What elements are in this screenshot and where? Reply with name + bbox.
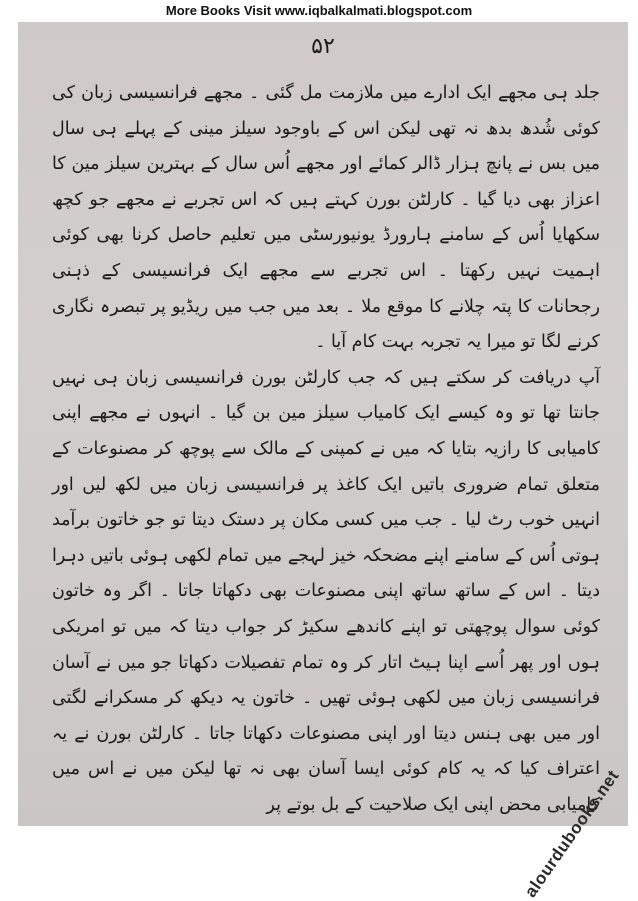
page-body-text [52,76,600,823]
scanned-book-page [18,22,628,901]
paragraph: جلد ہی مجھے ایک ادارے میں ملازمت مل گئی ۔ مجھے فرانسیسی زبان کی کوئی شُدھ بدھ نہ تھی لیکن اس کے باوجود سیلز مینی کے پہلے ہی سال میں بس نے پانچ ہزار ڈالر کمائے اور مجھے اُس سال کے بہترین سیلز مین کا اعزاز بھی دیا گیا ۔ کارلٹن بورن کہتے ہیں کہ اس تجربے نے مجھے جو کچھ سکھایا اُس کے سامنے ہارورڈ یونیورسٹی میں تعلیم حاصل کرنا بھی کوئی اہمیت نہیں رکھتا ۔ اس تجربے سے مجھے ایک فرانسیسی کے ذہنی رجحانات کا پتہ چلانے کا موقع ملا ۔ بعد میں جب میں ریڈیو پر تبصرہ نگاری کرنے لگا تو میرا یہ تجربہ بہت کام آیا ۔ [52,83,600,353]
site-watermark: alourdubooks.net [521,766,624,901]
website-banner: More Books Visit www.iqbalkalmati.blogspot.com [165,3,473,18]
paragraph: آپ دریافت کر سکتے ہیں کہ جب کارلٹن بورن فرانسیسی زبان ہی نہیں جانتا تھا تو وہ کیسے ایک کامیاب سیلز مین بن گیا ۔ انہوں نے مجھے اپنی کامیابی کا رازیہ بتایا کہ میں نے کمپنی کے مالک سے پوچھ کر مصنوعات کے متعلق تمام ضروری باتیں ایک کاغذ پر فرانسیسی زبان میں لکھ لیں اور انہیں خوب رٹ لیا ۔ جب میں کسی مکان پر دستک دیتا تو جو خاتون برآمد ہوتی اُس کے سامنے اپنے مضحکہ خیز لہجے میں تمام لکھی ہوئی باتیں دہرا دیتا ۔ اس کے ساتھ ساتھ اپنی مصنوعات بھی دکھاتا جاتا ۔ اگر وہ خاتون کوئی سوال پوچھتی تو اپنے کاندھے سکیڑ کر جواب دیتا کہ میں تو امریکی ہوں اور پھر اُسے اپنا ہیٹ اتار کر وہ تمام تفصیلات دکھاتا جو میں نے آسان فرانسیسی زبان میں لکھی ہوئی تھیں ۔ خاتون یہ دیکھ کر مسکرانے لگتی اور میں بھی ہنس دیتا اور اپنی مصنوعات دکھاتا جاتا ۔ کارلٹن بورن نے یہ اعتراف کیا کہ یہ کام کوئی ایسا آسان بھی نہ تھا لیکن میں نے اس میں کامیابی محض اپنی ایک صلاحیت کے بل بوتے پر [52,367,600,815]
page-number: ۵۲ [311,34,335,59]
